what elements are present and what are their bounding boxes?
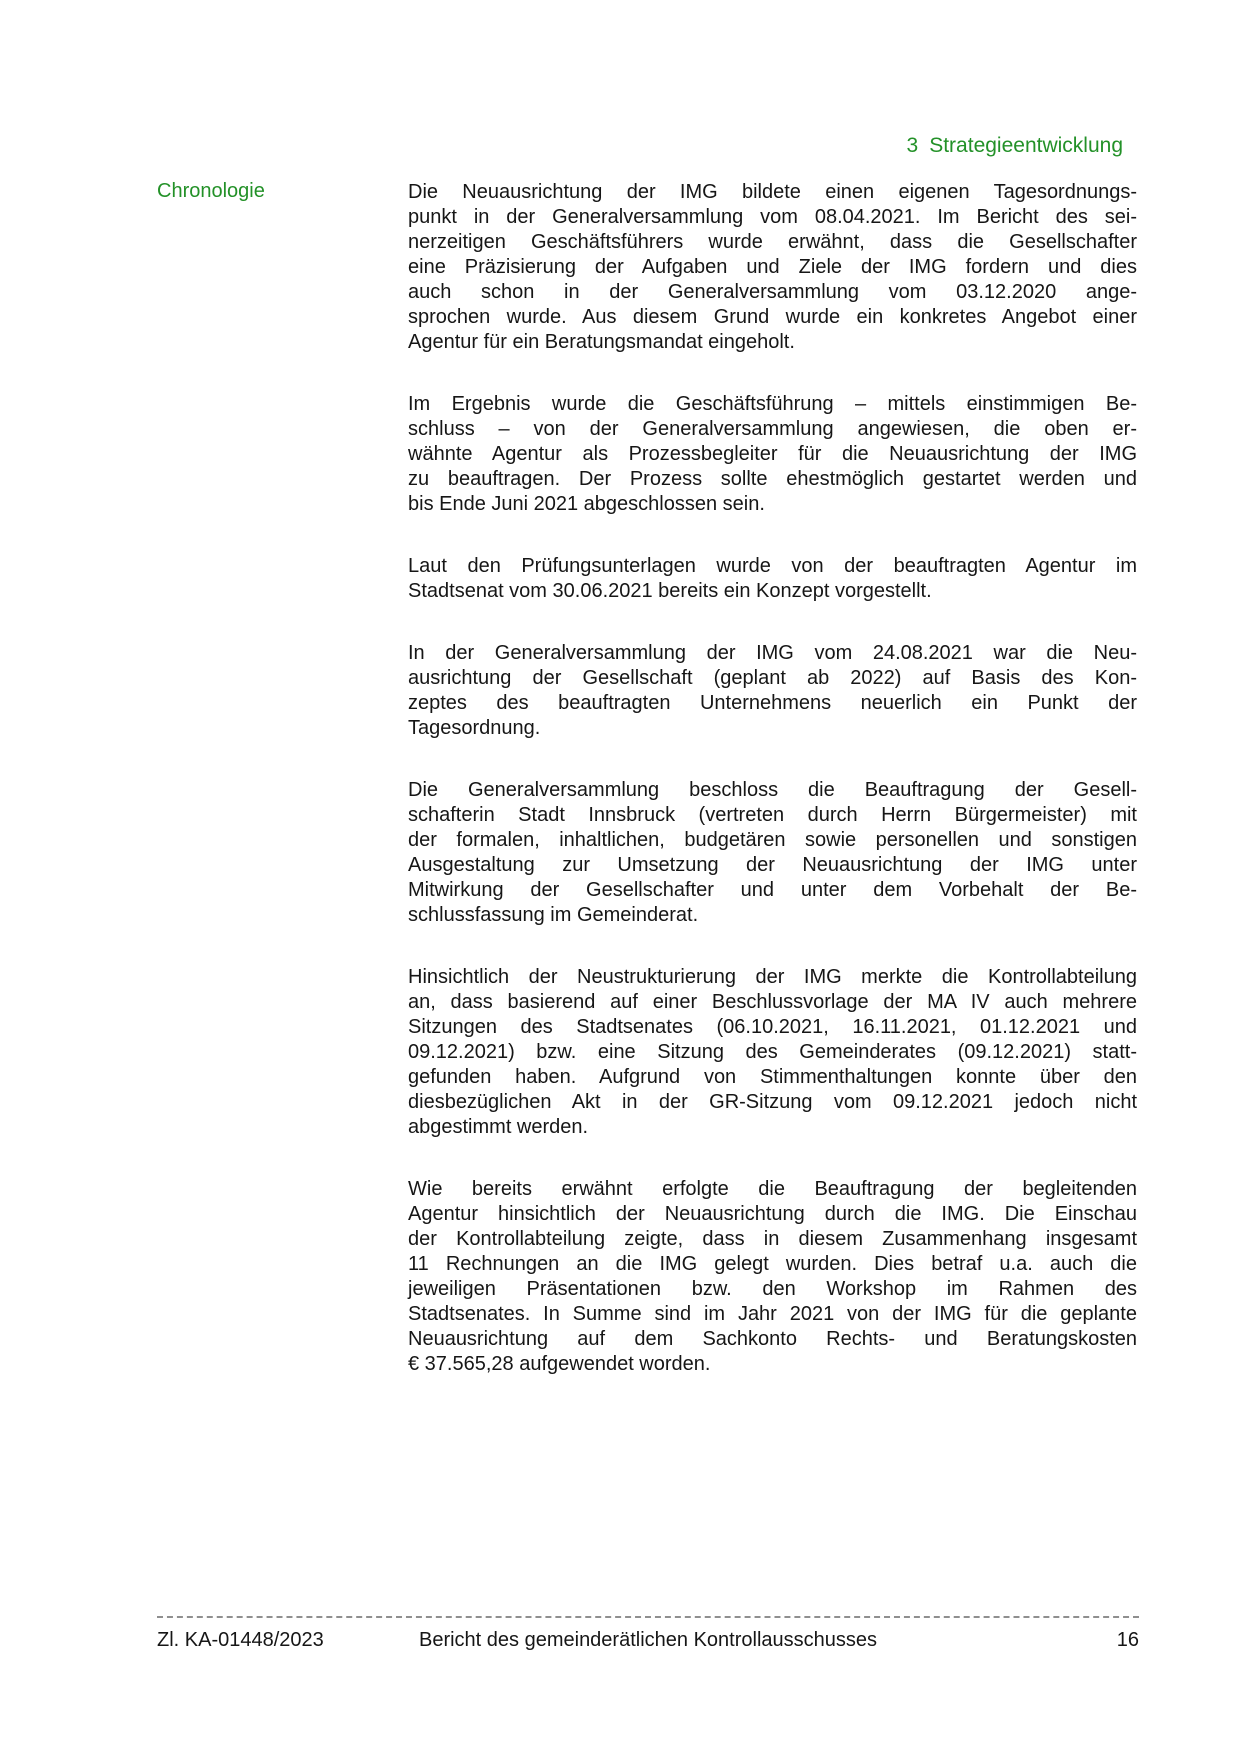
paragraph-line: schlussfassung im Gemeinderat.: [408, 904, 699, 926]
paragraph: [408, 965, 1137, 1140]
section-title: Strategieentwicklung: [929, 134, 1123, 157]
paragraph: [408, 778, 1137, 928]
paragraph-line: Im Ergebnis wurde die Geschäftsführung – mittels einstimmigen Be-: [408, 393, 1137, 415]
paragraph-line: diesbezüglichen Akt in der GR-Sitzung vom 09.12.2021 jedoch nicht: [408, 1091, 1137, 1113]
paragraph-line: wähnte Agentur als Prozessbegleiter für die Neuausrichtung der IMG: [408, 443, 1137, 465]
paragraph-line: schafterin Stadt Innsbruck (vertreten durch Herrn Bürgermeister) mit: [408, 804, 1137, 826]
paragraph-line: der Kontrollabteilung zeigte, dass in diesem Zusammenhang insgesamt: [408, 1228, 1137, 1250]
paragraph-line: Ausgestaltung zur Umsetzung der Neuausrichtung der IMG unter: [408, 854, 1137, 876]
paragraph-line: auch schon in der Generalversammlung vom 03.12.2020 ange-: [408, 281, 1137, 303]
paragraph-line: schluss – von der Generalversammlung angewiesen, die oben er-: [408, 418, 1137, 440]
paragraph-line: Wie bereits erwähnt erfolgte die Beauftragung der begleitenden: [408, 1178, 1137, 1200]
paragraph-line: Laut den Prüfungsunterlagen wurde von der beauftragten Agentur im: [408, 555, 1137, 577]
paragraph-line: Agentur für ein Beratungsmandat eingeholt.: [408, 331, 795, 353]
paragraph-line: Agentur hinsichtlich der Neuausrichtung durch die IMG. Die Einschau: [408, 1203, 1137, 1225]
paragraph-line: Neuausrichtung auf dem Sachkonto Rechts- und Beratungskosten: [408, 1328, 1137, 1350]
paragraph: [408, 392, 1137, 517]
paragraph-line: In der Generalversammlung der IMG vom 24.08.2021 war die Neu-: [408, 642, 1137, 664]
paragraph-line: gefunden haben. Aufgrund von Stimmenthaltungen konnte über den: [408, 1066, 1137, 1088]
paragraph-line: Die Neuausrichtung der IMG bildete einen eigenen Tagesordnungs-: [408, 181, 1137, 203]
paragraph-line: der formalen, inhaltlichen, budgetären sowie personellen und sonstigen: [408, 829, 1137, 851]
page-footer: [157, 1616, 1139, 1652]
paragraph-line: nerzeitigen Geschäftsführers wurde erwähnt, dass die Gesellschafter: [408, 231, 1137, 253]
paragraph-line: Mitwirkung der Gesellschafter und unter dem Vorbehalt der Be-: [408, 879, 1137, 901]
footer-report-title: Bericht des gemeinderätlichen Kontrollausschusses: [418, 1629, 878, 1651]
body-paragraphs: [408, 180, 1137, 1414]
paragraph-line: Hinsichtlich der Neustrukturierung der IMG merkte die Kontrollabteilung: [408, 966, 1137, 988]
paragraph-line: Stadtsenates. In Summe sind im Jahr 2021 von der IMG für die geplante: [408, 1303, 1137, 1325]
section-heading: [907, 133, 1123, 158]
paragraph-line: sprochen wurde. Aus diesem Grund wurde ein konkretes Angebot einer: [408, 306, 1137, 328]
paragraph-line: jeweiligen Präsentationen bzw. den Workshop im Rahmen des: [408, 1278, 1137, 1300]
paragraph-line: Sitzungen des Stadtsenates (06.10.2021, 16.11.2021, 01.12.2021 und: [408, 1016, 1137, 1038]
footer-reference: Zl. KA-01448/2023: [157, 1629, 324, 1651]
paragraph-line: ausrichtung der Gesellschaft (geplant ab 2022) auf Basis des Kon-: [408, 667, 1137, 689]
paragraph-line: abgestimmt werden.: [408, 1116, 589, 1138]
paragraph: [408, 641, 1137, 741]
paragraph-line: zeptes des beauftragten Unternehmens neuerlich ein Punkt der: [408, 692, 1137, 714]
paragraph: [408, 1177, 1137, 1377]
paragraph-line: bis Ende Juni 2021 abgeschlossen sein.: [408, 493, 765, 515]
paragraph-line: Stadtsenat vom 30.06.2021 bereits ein Konzept vorgestellt.: [408, 580, 932, 602]
margin-label-chronologie: Chronologie: [157, 180, 265, 202]
paragraph-line: € 37.565,28 aufgewendet worden.: [408, 1353, 711, 1375]
paragraph-line: 09.12.2021) bzw. eine Sitzung des Gemeinderates (09.12.2021) statt-: [408, 1041, 1137, 1063]
paragraph: [408, 554, 1137, 604]
paragraph-line: Tagesordnung.: [408, 717, 541, 739]
paragraph-line: Die Generalversammlung beschloss die Beauftragung der Gesell-: [408, 779, 1137, 801]
paragraph-line: zu beauftragen. Der Prozess sollte ehestmöglich gestartet werden und: [408, 468, 1137, 490]
paragraph-line: 11 Rechnungen an die IMG gelegt wurden. Dies betraf u.a. auch die: [408, 1253, 1137, 1275]
section-number: 3: [906, 134, 919, 157]
paragraph: [408, 180, 1137, 355]
paragraph-line: an, dass basierend auf einer Beschlussvorlage der MA IV auch mehrere: [408, 991, 1137, 1013]
paragraph-line: eine Präzisierung der Aufgaben und Ziele der IMG fordern und dies: [408, 256, 1137, 278]
footer-page-number: 16: [1116, 1629, 1139, 1651]
footer-row: [157, 1628, 1139, 1652]
paragraph-line: punkt in der Generalversammlung vom 08.04.2021. Im Bericht des sei-: [408, 206, 1137, 228]
